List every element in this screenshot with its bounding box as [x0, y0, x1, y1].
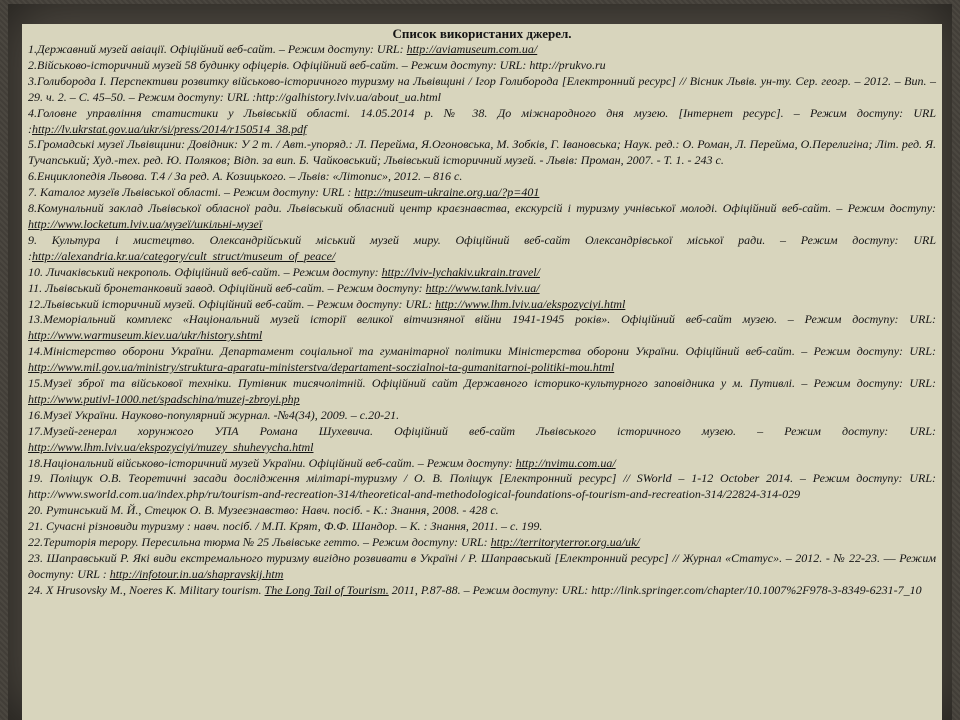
reference-link[interactable]: http://www.lhm.lviv.ua/ekspozyciyi/muzey_shuhevycha.html	[28, 439, 314, 454]
reference-item	[28, 424, 936, 456]
reference-item	[28, 519, 936, 535]
reference-text: 10. Личаківський некрополь. Офіційний веб-сайт. – Режим доступу:	[28, 264, 382, 279]
reference-text: 22.Територія терору. Пересильна тюрма № 25 Львівське гетто. – Режим доступу: URL:	[28, 535, 491, 550]
reference-text: 9. Культура і мистецтво. Олександрійський міський музей миру. Офіційний веб-сайт Олександрівської міської ради. – Режим доступу: URL :	[28, 232, 936, 263]
reference-item	[28, 265, 936, 281]
reference-item	[28, 535, 936, 551]
reference-text: 18.Національний військово-історичний музей України. Офіційний веб-сайт. – Режим доступу:	[28, 455, 516, 470]
reference-item	[28, 233, 936, 265]
reference-link[interactable]: http://museum-ukraine.org.ua/?p=401	[354, 185, 540, 200]
reference-link[interactable]: http://territoryterror.org.ua/uk/	[490, 535, 640, 550]
reference-link[interactable]: http://www.locketum.lviv.ua/музеї/шкільні-музеї	[28, 216, 263, 231]
page-title: Список використаних джерел.	[392, 26, 572, 41]
reference-item	[28, 456, 936, 472]
reference-item	[28, 503, 936, 519]
reference-link[interactable]: http://www.mil.gov.ua/ministry/struktura-aparatu-ministerstva/departament-soczialnoi-ta-gumanitarnoi-politiki-mou.html	[28, 360, 615, 375]
reference-link[interactable]: http://www.tank.lviv.ua/	[425, 280, 540, 295]
references-panel	[22, 24, 942, 720]
reference-item	[28, 201, 936, 233]
reference-text: 6.Енциклопедія Львова. Т.4 / За ред. А. Козицького. – Львів: «Літопис», 2012. – 816 с.	[28, 169, 463, 184]
reference-text: 21. Сучасні різновиди туризму : навч. посіб. / М.П. Крят, Ф.Ф. Шандор. – К. : Знання, 2011. – с. 199.	[28, 519, 543, 534]
reference-item	[28, 312, 936, 344]
reference-link[interactable]: http://nvimu.com.ua/	[515, 455, 616, 470]
reference-text: 4.Головне управління статистики у Львівській області. 14.05.2014 р. № 38. До міжнародного дня музею. [Інтернет ресурс]. – Режим доступу: URL :	[28, 105, 936, 136]
reference-text: 13.Меморіальний комплекс «Національний музей історії великої вітчизняної війни 1941-1945 років». Офіційний веб-сайт музею. – Режим доступу: URL:	[28, 312, 936, 327]
reference-text: 7. Каталог музеїв Львівської області. – Режим доступу: URL :	[28, 185, 355, 200]
reference-text: 16.Музеї України. Науково-популярний журнал. -№4(34), 2009. – с.20-21.	[28, 407, 400, 422]
reference-item	[28, 169, 936, 185]
reference-item	[28, 137, 936, 169]
reference-item	[28, 376, 936, 408]
reference-text: 3.Голиборода І. Перспективи розвитку військово-історичного туризму на Львівщині / Ігор Голиборода [Електронний ресурс] // Вісник Львів. ун-ту. Сер. геогр. – 2012. – Вип. – 29. ч. 2. – С. 45–50. – Режим доступу: URL :http://galhistory.lviv.ua/about_ua.html	[28, 73, 936, 104]
reference-link[interactable]: http://lv.ukrstat.gov.ua/ukr/si/press/2014/r150514_38.pdf	[32, 121, 307, 136]
reference-link[interactable]: http://aviamuseum.com.ua/	[406, 42, 538, 56]
reference-text: 12.Львівський історичний музей. Офіційний веб-сайт. – Режим доступу: URL:	[28, 296, 436, 311]
reference-text: 5.Громадські музеї Львівщини: Довідник: У 2 т. / Авт.-упоряд.: Л. Перейма, Я.Огоновська, М. Зобків, Г. Івановська; Наук. ред.: О. Роман, Л. Перейма, О.Перелигіна; Літ. ред. Я. Тучапський; Худ.-тех. ред. Ю. Поляков; Відп. за вип. Б. Чайковський; Львівський історичний музей. - Львів: Проман, 2007. - Т. 1. - 243 с.	[28, 137, 936, 168]
reference-tail: 2011, P.87-88. – Режим доступу: URL: http://link.springer.com/chapter/10.1007%2F978-3-8349-6231-7_10	[388, 582, 922, 597]
reference-item	[28, 106, 936, 138]
reference-item	[28, 58, 936, 74]
reference-item	[28, 583, 936, 599]
reference-link[interactable]: http://lviv-lychakiv.ukrain.travel/	[381, 264, 540, 279]
reference-text: 14.Міністерство оборони України. Департамент соціальної та гуманітарної політики Міністерства оборони України. Офіційний веб-сайт. – Режим доступу: URL:	[28, 344, 936, 359]
reference-text: 19. Поліщук О.В. Теоретичні засади дослідження мілітарі-туризму / О. В. Поліщук [Електронний ресурс] // SWorld – 1-12 October 2014. – Режим доступу: URL: http://www.sworld.com.ua/index.php/ru/tourism-and-recreation-314/theoretical-and-methodological-foundations-of-tourism-and-recreation-314/22824-314-029	[28, 471, 936, 502]
reference-item	[28, 551, 936, 583]
reference-list	[28, 42, 936, 599]
reference-item	[28, 281, 936, 297]
reference-item	[28, 297, 936, 313]
reference-link[interactable]: http://alexandria.kr.ua/category/cult_struct/museum_of_peace/	[32, 248, 336, 263]
reference-text: 2.Військово-історичний музей 58 будинку офіцерів. Офіційний веб-сайт. – Режим доступу: URL: http://prukvo.ru	[28, 57, 606, 72]
reference-text: 1.Державний музей авіації. Офіційний веб-сайт. – Режим доступу: URL:	[28, 42, 407, 56]
reference-link[interactable]: http://infotour.in.ua/shapravskij.htm	[109, 566, 284, 581]
reference-text: 15.Музеї зброї та військової техніки. Путівник тисячолітній. Офіційний сайт Державного історико-культурного заповідника у м. Путивлі. – Режим доступу: URL:	[28, 376, 936, 391]
reference-link[interactable]: http://www.lhm.lviv.ua/ekspozyciyi.html	[435, 296, 626, 311]
reference-text: 20. Рутинський М. Й., Стецюк О. В. Музеєзнавство: Навч. посіб. - К.: Знання, 2008. - 428 с.	[28, 503, 499, 518]
reference-text: 17.Музей-генерал хорунжого УПА Романа Шухевича. Офіційний веб-сайт Львівського історичного музею. – Режим доступу: URL:	[28, 423, 936, 438]
reference-item	[28, 471, 936, 503]
reference-text: 24. X Hrusovsky M., Noeres K. Military tourism.	[28, 582, 265, 597]
reference-item	[28, 344, 936, 376]
reference-link[interactable]: http://www.warmuseum.kiev.ua/ukr/history.shtml	[28, 328, 263, 343]
reference-item	[28, 408, 936, 424]
reference-item	[28, 42, 936, 58]
reference-text: 11. Львівський бронетанковий завод. Офіційний веб-сайт. – Режим доступу:	[28, 280, 426, 295]
reference-link[interactable]: http://www.putivl-1000.net/spadschina/muzej-zbroyi.php	[28, 391, 300, 406]
reference-text: 8.Комунальний заклад Львівської обласної ради. Львівський обласний центр краєзнавства, екскурсій і туризму учнівської молоді. Офіційний веб-сайт. – Режим доступу:	[28, 201, 936, 216]
reference-text: 23. Шаправський Р. Які види екстремального туризму вигідно розвивати в Україні / Р. Шаправський [Електронний ресурс] // Журнал «Статус». – 2012. - № 22-23. –– Режим доступу: URL :	[28, 551, 936, 581]
reference-item	[28, 185, 936, 201]
reference-item	[28, 74, 936, 106]
reference-link[interactable]: The Long Tail of Tourism.	[264, 582, 389, 597]
